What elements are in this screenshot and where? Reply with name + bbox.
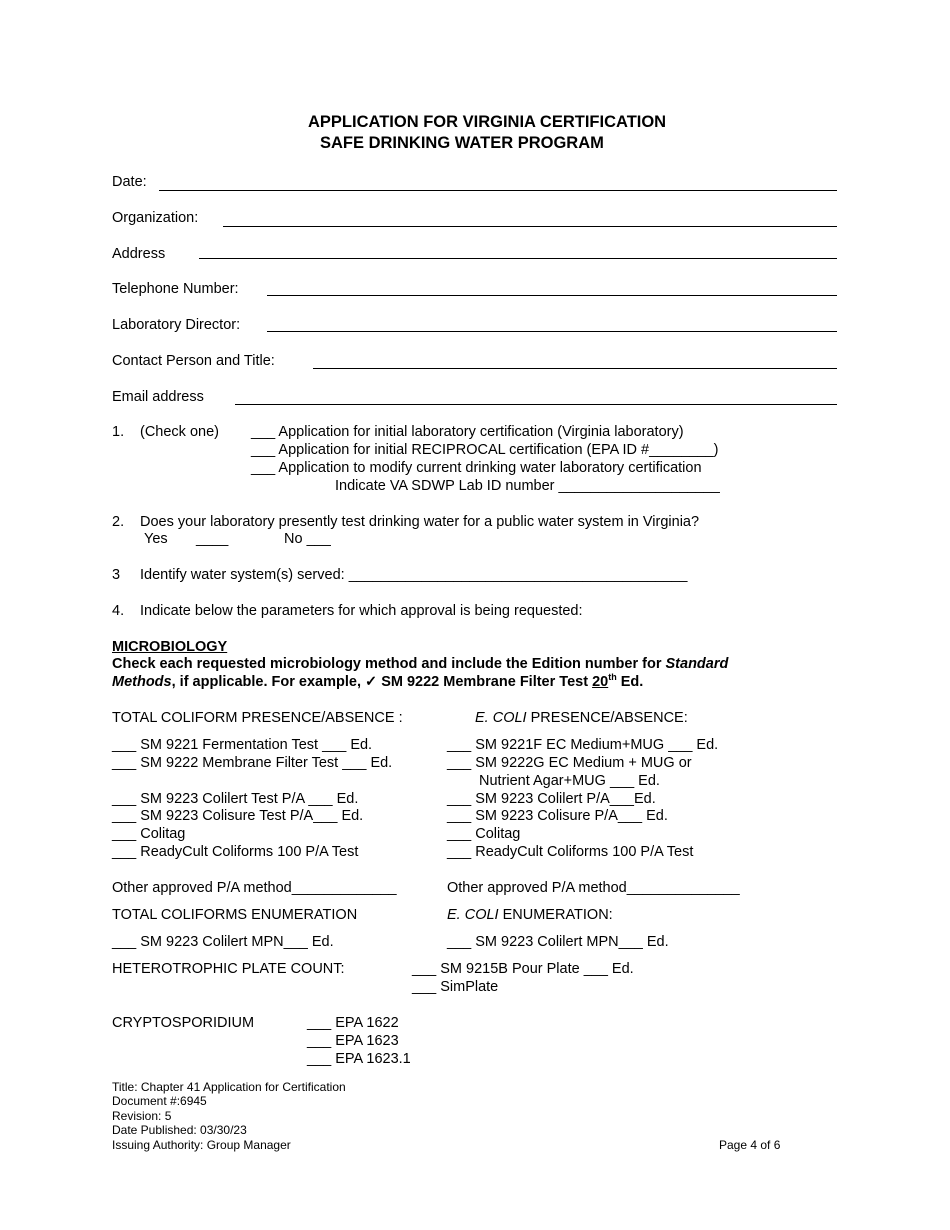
q1-option-modify[interactable]: ___ Application to modify current drinking water laboratory certification — [251, 460, 702, 476]
total-enumeration-heading: TOTAL COLIFORMS ENUMERATION — [112, 907, 358, 923]
email-field[interactable] — [235, 404, 837, 405]
organization-label: Organization: — [112, 210, 199, 226]
q2-yes-blank[interactable]: ____ — [196, 531, 229, 547]
footer-revision: Revision: 5 — [112, 1109, 172, 1123]
q1-option-reciprocal[interactable]: ___ Application for initial RECIPROCAL certification (EPA ID #________) — [251, 442, 719, 458]
email-label: Email address — [112, 389, 204, 405]
address-field[interactable] — [199, 258, 837, 259]
crypto-item-1623-1[interactable]: ___ EPA 1623.1 — [307, 1051, 411, 1067]
ec-item-9222g[interactable]: ___ SM 9222G EC Medium + MUG or — [447, 755, 692, 771]
ec-item-colisure[interactable]: ___ SM 9223 Colisure P/A___ Ed. — [447, 808, 668, 824]
contact-label: Contact Person and Title: — [112, 353, 275, 369]
title-line-2: SAFE DRINKING WATER PROGRAM — [320, 134, 604, 152]
hpc-item-simplate[interactable]: ___ SimPlate — [412, 979, 499, 995]
q1-lab-id[interactable]: Indicate VA SDWP Lab ID number ____________________ — [335, 478, 720, 494]
date-label: Date: — [112, 174, 147, 190]
tc-item-colisure[interactable]: ___ SM 9223 Colisure Test P/A___ Ed. — [112, 808, 364, 824]
title-line-1: APPLICATION FOR VIRGINIA CERTIFICATION — [308, 113, 667, 131]
lab-director-label: Laboratory Director: — [112, 317, 241, 333]
q3-text[interactable]: Identify water system(s) served: __________________________________________ — [140, 567, 688, 583]
contact-field[interactable] — [313, 368, 837, 369]
q1-option-initial[interactable]: ___ Application for initial laboratory certification (Virginia laboratory) — [251, 424, 684, 440]
microbiology-instruction-1: Check each requested microbiology method and include the Edition number for Standard — [112, 656, 729, 672]
crypto-item-1623[interactable]: ___ EPA 1623 — [307, 1033, 399, 1049]
tc-item-readycult[interactable]: ___ ReadyCult Coliforms 100 P/A Test — [112, 844, 359, 860]
total-coliform-heading: TOTAL COLIFORM PRESENCE/ABSENCE : — [112, 710, 403, 726]
date-field[interactable] — [159, 190, 837, 191]
q1-number: 1. — [112, 424, 125, 440]
hpc-item-pour-plate[interactable]: ___ SM 9215B Pour Plate ___ Ed. — [412, 961, 634, 977]
hpc-heading: HETEROTROPHIC PLATE COUNT: — [112, 961, 345, 977]
ec-item-colilert[interactable]: ___ SM 9223 Colilert P/A___Ed. — [447, 791, 656, 807]
footer-page-number: Page 4 of 6 — [719, 1138, 781, 1152]
tc-other-method[interactable]: Other approved P/A method_____________ — [112, 880, 397, 896]
tc-item-9221[interactable]: ___ SM 9221 Fermentation Test ___ Ed. — [112, 737, 373, 753]
q4-text: Indicate below the parameters for which approval is being requested: — [140, 603, 583, 619]
tc-item-colitag[interactable]: ___ Colitag — [112, 826, 186, 842]
microbiology-heading: MICROBIOLOGY — [112, 639, 228, 655]
tc-item-colilert[interactable]: ___ SM 9223 Colilert Test P/A ___ Ed. — [112, 791, 359, 807]
q1-prompt: (Check one) — [140, 424, 219, 440]
ec-item-readycult[interactable]: ___ ReadyCult Coliforms 100 P/A Test — [447, 844, 694, 860]
footer-document: Document #:6945 — [112, 1094, 207, 1108]
q2-text: Does your laboratory presently test drinking water for a public water system in Virginia? — [140, 514, 700, 530]
q2-number: 2. — [112, 514, 125, 530]
q2-yes-label: Yes — [144, 531, 168, 547]
total-enumeration-item[interactable]: ___ SM 9223 Colilert MPN___ Ed. — [112, 934, 334, 950]
ec-item-9222g-cont: Nutrient Agar+MUG ___ Ed. — [479, 773, 660, 789]
microbiology-instruction-2: Methods, if applicable. For example, ✓ SM 9222 Membrane Filter Test 20th Ed. — [112, 672, 644, 690]
ec-other-method[interactable]: Other approved P/A method______________ — [447, 880, 740, 896]
q4-number: 4. — [112, 603, 125, 619]
ecoli-enumeration-item[interactable]: ___ SM 9223 Colilert MPN___ Ed. — [447, 934, 669, 950]
telephone-label: Telephone Number: — [112, 281, 239, 297]
ecoli-heading: E. COLI PRESENCE/ABSENCE: — [475, 710, 688, 726]
lab-director-field[interactable] — [267, 331, 837, 332]
ec-item-colitag[interactable]: ___ Colitag — [447, 826, 521, 842]
q2-no[interactable]: No ___ — [284, 531, 331, 547]
footer-authority: Issuing Authority: Group Manager — [112, 1138, 291, 1152]
telephone-field[interactable] — [267, 295, 837, 296]
ec-item-9221f[interactable]: ___ SM 9221F EC Medium+MUG ___ Ed. — [447, 737, 719, 753]
tc-item-9222[interactable]: ___ SM 9222 Membrane Filter Test ___ Ed. — [112, 755, 393, 771]
crypto-item-1622[interactable]: ___ EPA 1622 — [307, 1015, 399, 1031]
footer-date: Date Published: 03/30/23 — [112, 1123, 247, 1137]
q3-number: 3 — [112, 567, 121, 583]
ecoli-enumeration-heading: E. COLI ENUMERATION: — [447, 907, 613, 923]
checkmark-icon: ✓ — [365, 674, 378, 690]
footer-title: Title: Chapter 41 Application for Certification — [112, 1080, 346, 1094]
organization-field[interactable] — [223, 226, 837, 227]
crypto-heading: CRYPTOSPORIDIUM — [112, 1015, 255, 1031]
address-label: Address — [112, 246, 166, 262]
